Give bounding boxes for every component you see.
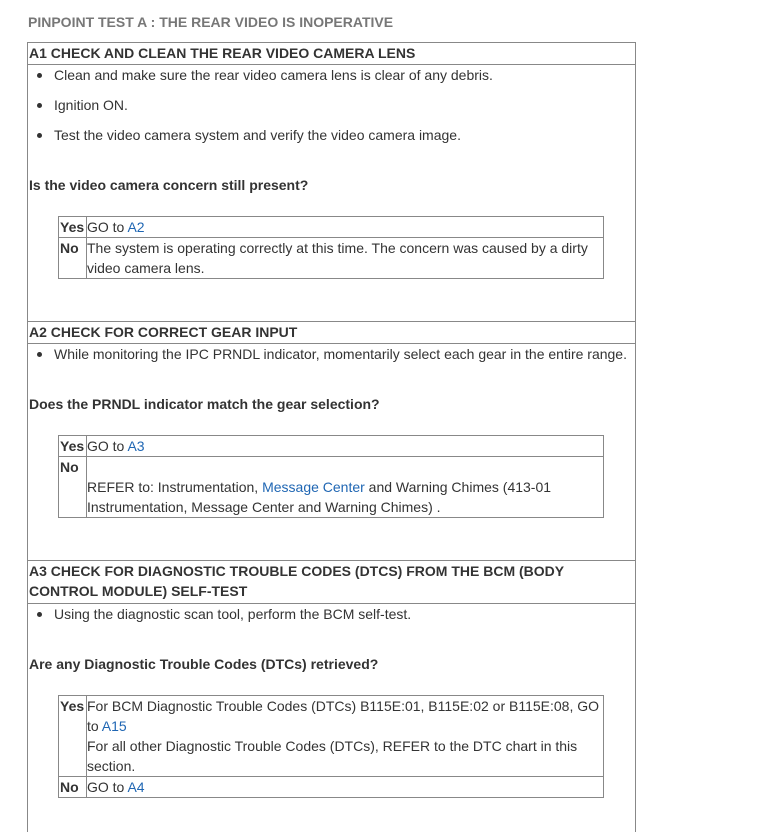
- step-a3-answer-table: [58, 695, 604, 798]
- yes-action: GO to A3: [87, 436, 604, 457]
- yes-label: Yes: [59, 436, 87, 457]
- yes-action: For BCM Diagnostic Trouble Codes (DTCs) B115E:01, B115E:02 or B115E:08, GO to A15 For all other Diagnostic Trouble Codes (DTCs), REFER to the DTC chart in this section.: [87, 696, 604, 777]
- step-a2-heading: A2 CHECK FOR CORRECT GEAR INPUT: [28, 321, 635, 344]
- list-item: Test the video camera system and verify the video camera image.: [28, 125, 493, 145]
- step-a2-question: Does the PRNDL indicator match the gear selection?: [29, 396, 380, 412]
- link-a2[interactable]: A2: [127, 219, 145, 235]
- step-a2-answer-table: [58, 435, 604, 518]
- step-a1-question: Is the video camera concern still present?: [29, 177, 309, 193]
- list-item: Ignition ON.: [28, 95, 493, 115]
- table-row: [59, 696, 604, 777]
- table-row: [59, 238, 604, 279]
- step-a1-bullets: [28, 65, 493, 155]
- table-row: [59, 217, 604, 238]
- link-a15[interactable]: A15: [101, 718, 127, 734]
- list-item: Clean and make sure the rear video camera lens is clear of any debris.: [28, 65, 493, 85]
- step-a1-answer-table: [58, 216, 604, 279]
- pinpoint-test-table: [27, 42, 636, 832]
- link-message-center[interactable]: Message Center: [262, 479, 365, 495]
- no-label: No: [59, 457, 87, 518]
- table-row: [59, 777, 604, 798]
- step-a3-heading: A3 CHECK FOR DIAGNOSTIC TROUBLE CODES (DTCS) FROM THE BCM (BODY CONTROL MODULE) SELF-TEST: [28, 560, 635, 604]
- no-label: No: [59, 777, 87, 798]
- no-action: GO to A4: [87, 777, 604, 798]
- yes-action: GO to A2: [87, 217, 604, 238]
- table-row: [59, 457, 604, 518]
- yes-label: Yes: [59, 696, 87, 777]
- step-a3-bullets: [28, 604, 411, 634]
- yes-label: Yes: [59, 217, 87, 238]
- list-item: Using the diagnostic scan tool, perform the BCM self-test.: [28, 604, 411, 624]
- step-a3-question: Are any Diagnostic Trouble Codes (DTCs) retrieved?: [29, 656, 379, 672]
- table-row: [59, 436, 604, 457]
- link-a3[interactable]: A3: [127, 438, 145, 454]
- no-action: The system is operating correctly at this time. The concern was caused by a dirty video camera lens.: [87, 238, 604, 279]
- step-a1-heading: A1 CHECK AND CLEAN THE REAR VIDEO CAMERA LENS: [28, 42, 635, 65]
- step-a2-bullets: [28, 344, 627, 374]
- no-label: No: [59, 238, 87, 279]
- no-action: REFER to: Instrumentation, Message Center and Warning Chimes (413-01 Instrumentation, Message Center and Warning Chimes) .: [87, 457, 604, 518]
- link-a4[interactable]: A4: [127, 779, 145, 795]
- page-title: PINPOINT TEST A : THE REAR VIDEO IS INOPERATIVE: [28, 14, 394, 30]
- list-item: While monitoring the IPC PRNDL indicator, momentarily select each gear in the entire range.: [28, 344, 627, 364]
